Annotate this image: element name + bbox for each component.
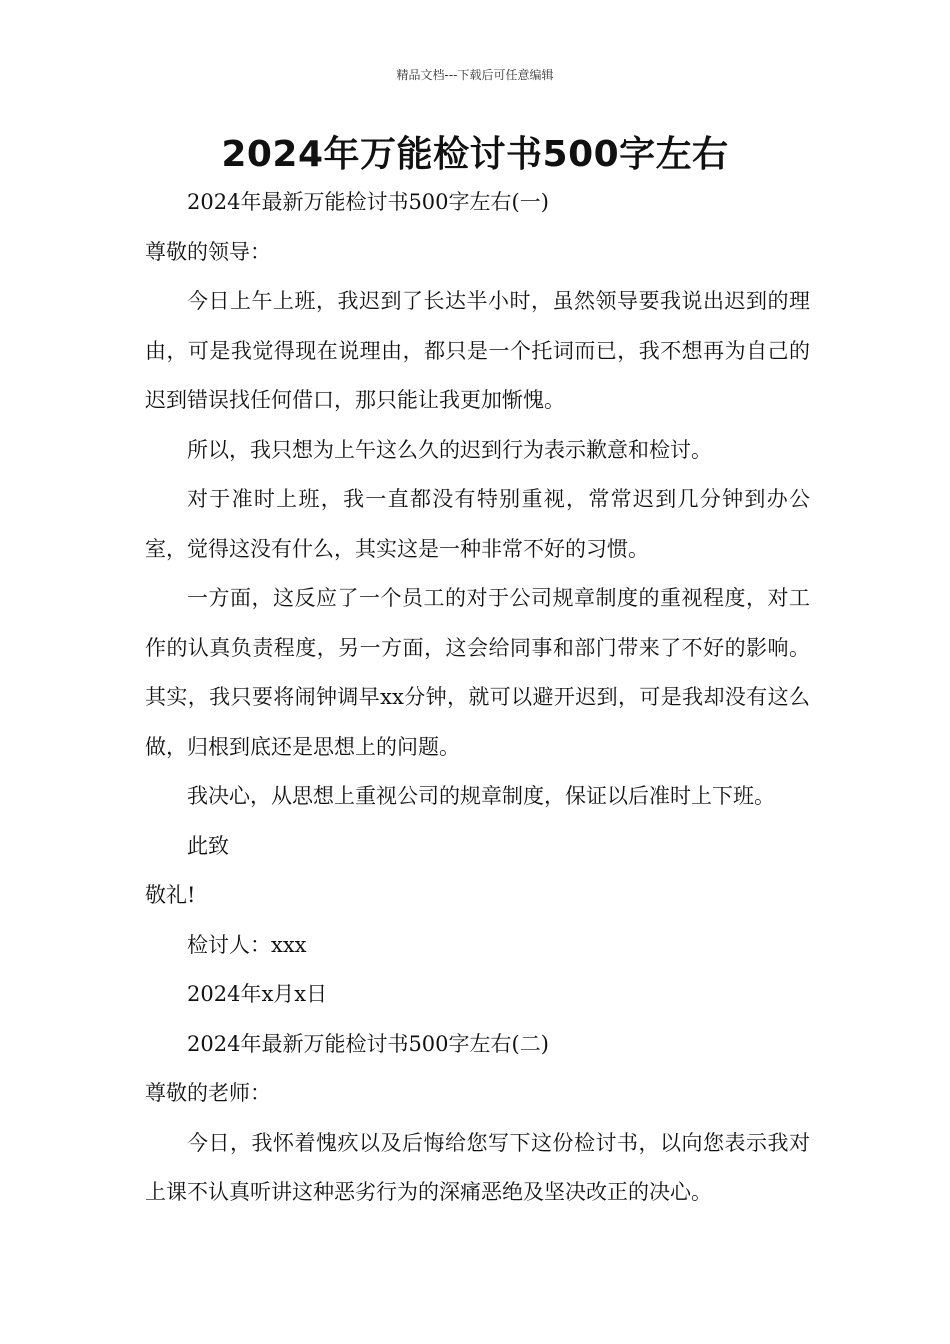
salutation-2: 尊敬的老师： [145,1081,271,1105]
closing-line: 此致 [187,833,229,858]
body-paragraph: 今日上午上班，我迟到了长达半小时，虽然领导要我说出迟到的理由，可是我觉得现在说理由，都只是一个托词而已，我不想再为自己的迟到错误找任何借口，那只能让我更加惭愧。 [145,289,810,412]
document-title: 2024年万能检讨书500字左右 [221,134,729,175]
body-paragraph: 今日，我怀着愧疚以及后悔给您写下这份检讨书，以向您表示我对上课不认真听讲这种恶劣行为的深痛恶绝及坚决改正的决心。 [145,1130,810,1204]
salutation-1: 尊敬的领导： [145,239,271,264]
page-header-note: 精品文档---下载后可任意编辑 [396,68,554,82]
closing-salute: 敬礼! [145,883,196,907]
document-body [145,178,810,1218]
body-paragraph: 对于准时上班，我一直都没有特别重视，常常迟到几分钟到办公室，觉得这没有什么，其实这是一种非常不好的习惯。 [145,487,810,561]
signature-line: 检讨人：xxx [187,932,307,957]
date-line: 2024年x月x日 [187,982,328,1006]
section-heading-1: 2024年最新万能检讨书500字左右(一) [187,190,549,214]
body-paragraph: 所以，我只想为上午这么久的迟到行为表示歉意和检讨。 [187,437,712,462]
body-paragraph: 一方面，这反应了一个员工的对于公司规章制度的重视程度，对工作的认真负责程度，另一方面，这会给同事和部门带来了不好的影响。其实，我只要将闹钟调早xx分钟，就可以避开迟到，可是我却没有这么做，归根到底还是思想上的问题。 [145,586,810,759]
body-paragraph: 我决心，从思想上重视公司的规章制度，保证以后准时上下班。 [187,784,775,808]
section-heading-2: 2024年最新万能检讨书500字左右(二) [187,1031,549,1056]
